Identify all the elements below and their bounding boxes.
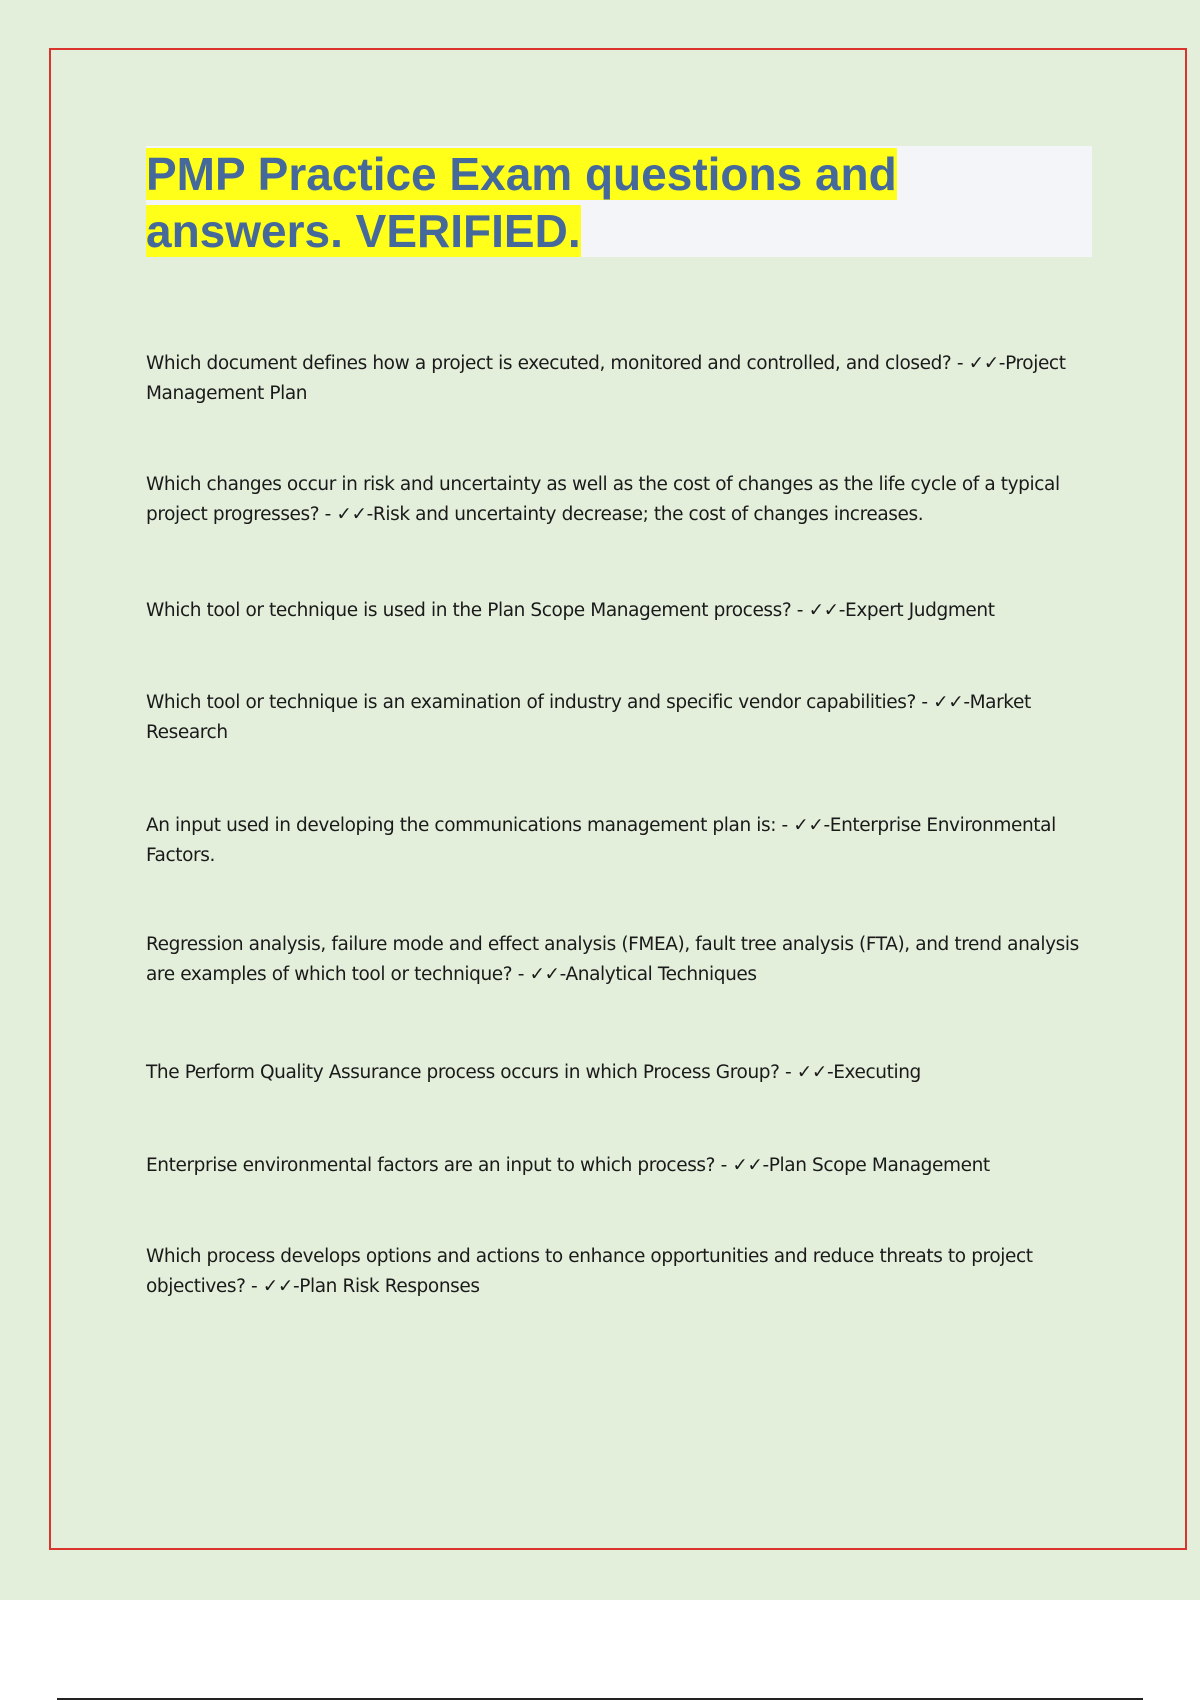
document-title	[146, 146, 1092, 260]
title-block	[146, 146, 1092, 257]
qa-item-9: Which process develops options and actions to enhance opportunities and reduce threats to project objectives? - ✓✓-Plan Risk Responses	[146, 1246, 1033, 1297]
title-line-2: answers. VERIFIED.	[146, 205, 581, 257]
qa-item-2: Which changes occur in risk and uncertainty as well as the cost of changes as the life cycle of a typical project progresses? - ✓✓-Risk and uncertainty decrease; the cost of changes increases.	[146, 474, 1060, 525]
qa-item-1: Which document defines how a project is executed, monitored and controlled, and closed? - ✓✓-Project Management Plan	[146, 353, 1066, 404]
page-border-frame	[49, 48, 1187, 1550]
qa-item-5: An input used in developing the communications management plan is: - ✓✓-Enterprise Environmental Factors.	[146, 815, 1056, 866]
qa-item-7: The Perform Quality Assurance process occurs in which Process Group? - ✓✓-Executing	[146, 1062, 921, 1083]
title-line-1: PMP Practice Exam questions and	[146, 148, 897, 200]
qa-item-3: Which tool or technique is used in the Plan Scope Management process? - ✓✓-Expert Judgment	[146, 600, 995, 621]
qa-item-4: Which tool or technique is an examination of industry and specific vendor capabilities? - ✓✓-Market Research	[146, 692, 1031, 743]
qa-item-8: Enterprise environmental factors are an input to which process? - ✓✓-Plan Scope Management	[146, 1155, 990, 1176]
qa-item-6: Regression analysis, failure mode and effect analysis (FMEA), fault tree analysis (FTA), and trend analysis are examples of which tool or technique? - ✓✓-Analytical Techniques	[146, 934, 1079, 985]
